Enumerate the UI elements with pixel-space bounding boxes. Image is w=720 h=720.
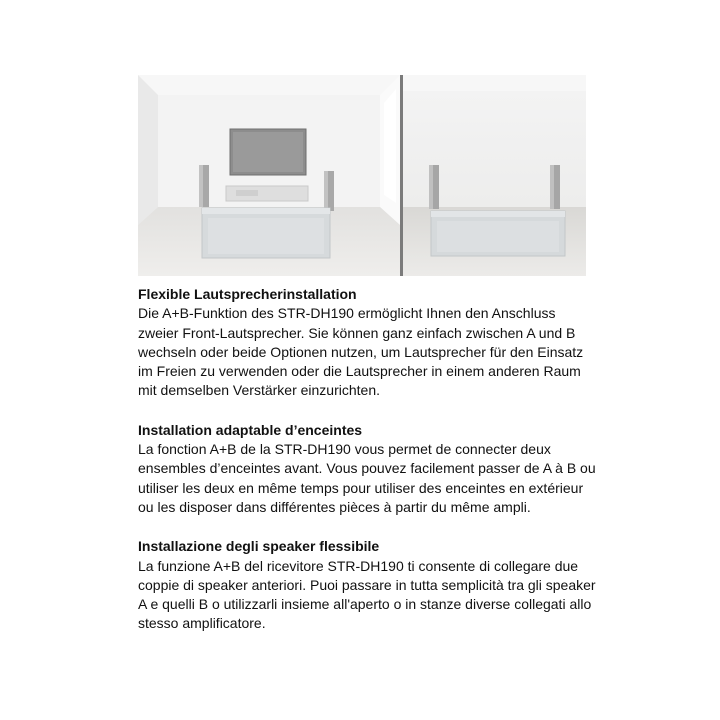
room-illustration: [138, 75, 586, 276]
section-italian: [138, 537, 598, 633]
section-german: [138, 285, 598, 401]
section-heading: Installazione degli speaker flessibile: [138, 538, 380, 555]
scene-divider: [400, 75, 403, 276]
section-french: [138, 421, 598, 517]
section-heading: Flexible Lautsprecherinstallation: [138, 286, 357, 302]
section-body: Die A+B-Funktion des STR-DH190 ermöglicht Ihnen den Anschluss zweier Front-Lautsprecher. Sie können ganz einfach zwischen A und B wechseln oder beide Optionen nutzen, um Lautsprecher für den Einsatz im Freien zu verwenden oder die Lautsprecher in einem anderen Raum mit demselben Verstärker einzurichten.: [138, 305, 584, 399]
left-room-scene: [138, 75, 400, 276]
right-room-scene: [403, 75, 586, 276]
section-body: La fonction A+B de la STR-DH190 vous permet de connecter deux ensembles d’enceintes avant. Vous pouvez facilement passer de A à B ou utiliser les deux en même temps pour utiliser des enceintes en extérieur ou les disposer dans différentes pièces à partir du même ampli.: [138, 441, 596, 515]
section-body: La funzione A+B del ricevitore STR-DH190 ti consente di collegare due coppie di speaker anteriori. Puoi passare in tutta semplicità tra gli speaker A e quelli B o utilizzarli insieme all'aperto o in stanze diverse collegati allo stesso amplificatore.: [138, 557, 596, 632]
section-heading: Installation adaptable d’enceintes: [138, 421, 363, 438]
description-text: [138, 285, 598, 654]
